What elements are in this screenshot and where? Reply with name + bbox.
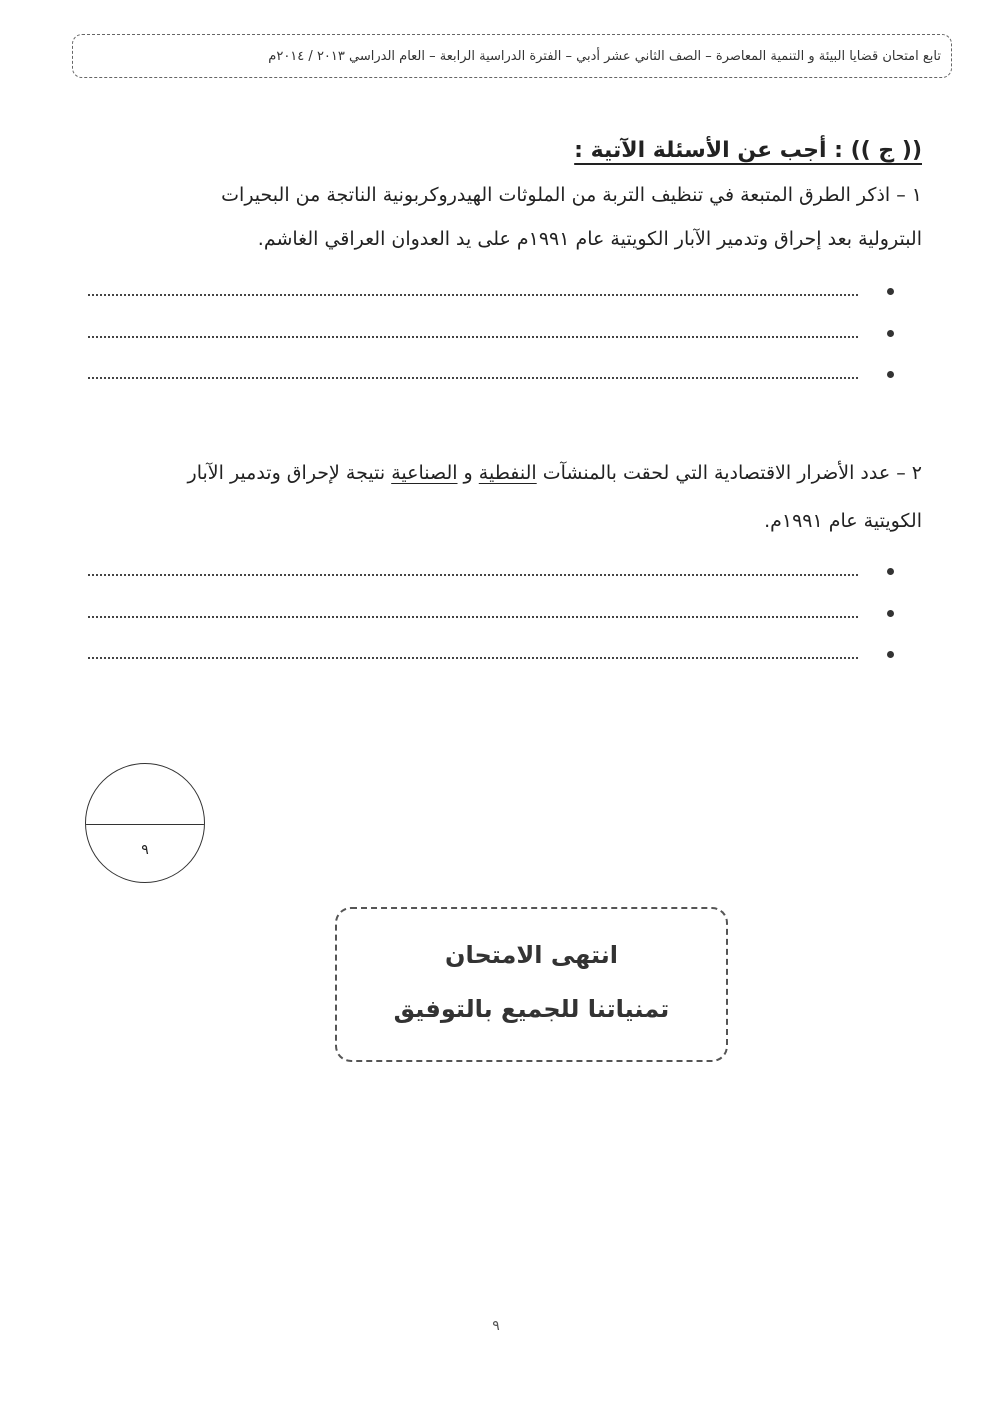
score-circle <box>85 763 205 883</box>
question-2-text-start: ٢ – عدد الأضرار الاقتصادية التي لحقت بالمنشآت <box>536 462 922 484</box>
answer-line[interactable] <box>88 284 898 304</box>
dotted-line <box>88 574 858 576</box>
answer-line[interactable] <box>88 647 898 667</box>
bullet-icon <box>887 568 894 575</box>
bullet-icon <box>887 288 894 295</box>
question-2-text-end: نتيجة لإحراق وتدمير الآبار <box>187 462 392 484</box>
question-2-line-1 <box>188 462 922 484</box>
exam-end-box <box>335 907 728 1062</box>
exam-header-text: تابع امتحان قضايا البيئة و التنمية المعاصرة – الصف الثاني عشر أدبي – الفترة الدراسية الرابعة – العام الدراسي ٢٠١٣ / ٢٠١٤م <box>268 48 941 64</box>
dotted-line <box>88 336 858 338</box>
dotted-line <box>88 294 858 296</box>
question-1-line-1: ١ – اذكر الطرق المتبعة في تنظيف التربة من الملوثات الهيدروكربونية الناتجة من البحيرات <box>221 184 922 206</box>
score-divider <box>86 824 204 825</box>
question-2-line-2: الكويتية عام ١٩٩١م. <box>764 510 922 532</box>
page-number: ٩ <box>492 1318 500 1334</box>
bullet-icon <box>887 371 894 378</box>
dotted-line <box>88 377 858 379</box>
answer-line[interactable] <box>88 606 898 626</box>
exam-header-box <box>72 34 952 78</box>
underlined-industrial: الصناعية <box>391 462 458 484</box>
good-luck-text: تمنياتنا للجميع بالتوفيق <box>393 995 670 1023</box>
section-heading: (( ج )) : أجب عن الأسئلة الآتية : <box>574 138 922 163</box>
question-1-line-2: البترولية بعد إحراق وتدمير الآبار الكويتية عام ١٩٩١م على يد العدوان العراقي الغاشم. <box>257 228 922 250</box>
bullet-icon <box>887 610 894 617</box>
answer-line[interactable] <box>88 326 898 346</box>
exam-end-text: انتهى الامتحان <box>444 941 619 969</box>
bullet-icon <box>887 330 894 337</box>
score-max-value: ٩ <box>141 842 149 858</box>
dotted-line <box>88 616 858 618</box>
answer-line[interactable] <box>88 367 898 387</box>
answer-line[interactable] <box>88 564 898 584</box>
underlined-oil: النفطية <box>478 462 537 484</box>
question-2-conjunction: و <box>457 462 479 484</box>
bullet-icon <box>887 651 894 658</box>
dotted-line <box>88 657 858 659</box>
